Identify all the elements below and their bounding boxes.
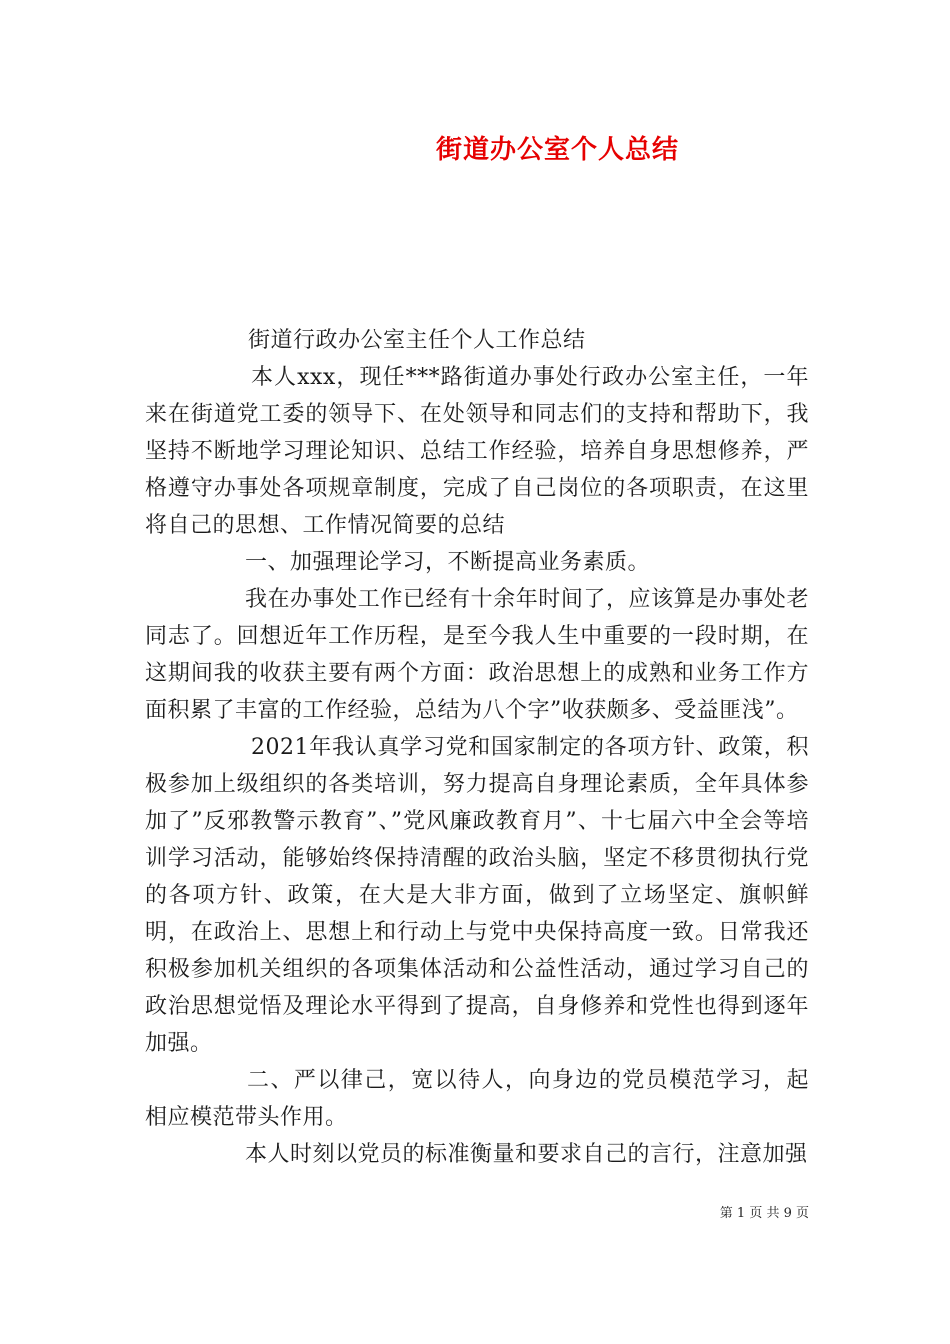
- page-number: 第 1 页 共 9 页: [719, 1206, 809, 1221]
- paragraph-experience: 我在办事处工作已经有十余年时间了，应该算是办事处老同志了。回想近年工作历程，是至今我人生中重要的一段时期，在这期间我的收获主要有两个方面：政治思想上的成熟和业务工作方面积累了丰富的工作经验，总结为八个字”收获颇多、受益匪浅”。: [145, 587, 809, 723]
- section-heading-2: 二、严以律己，宽以待人，向身边的党员模范学习，起相应模范带头作用。: [145, 1068, 809, 1130]
- paragraph-conduct: 本人时刻以党员的标准衡量和要求自己的言行，注意加强: [245, 1142, 808, 1167]
- paragraph-intro: 本人xxx，现任***路街道办事处行政办公室主任，一年来在街道党工委的领导下、在处领导和同志们的支持和帮助下，我坚持不断地学习理论知识、总结工作经验，培养自身思想修养，严格遵守办事处各项规章制度，完成了自己岗位的各项职责，在这里将自己的思想、工作情况简要的总结: [145, 365, 809, 538]
- document-body: [145, 322, 809, 1173]
- document-title: 街道办公室个人总结: [435, 135, 679, 165]
- section-heading-1: 一、加强理论学习，不断提高业务素质。: [245, 550, 651, 575]
- paragraph-study: 2021年我认真学习党和国家制定的各项方针、政策，积极参加上级组织的各类培训，努力提高自身理论素质，全年具体参加了”反邪教警示教育”、”党风廉政教育月”、十七届六中全会等培训学习活动，能够始终保持清醒的政治头脑，坚定不移贯彻执行党的各项方针、政策，在大是大非方面，做到了立场坚定、旗帜鲜明，在政治上、思想上和行动上与党中央保持高度一致。日常我还积极参加机关组织的各项集体活动和公益性活动，通过学习自己的政治思想觉悟及理论水平得到了提高，自身修养和党性也得到逐年加强。: [145, 735, 809, 1056]
- document-subtitle: 街道行政办公室主任个人工作总结: [248, 328, 586, 353]
